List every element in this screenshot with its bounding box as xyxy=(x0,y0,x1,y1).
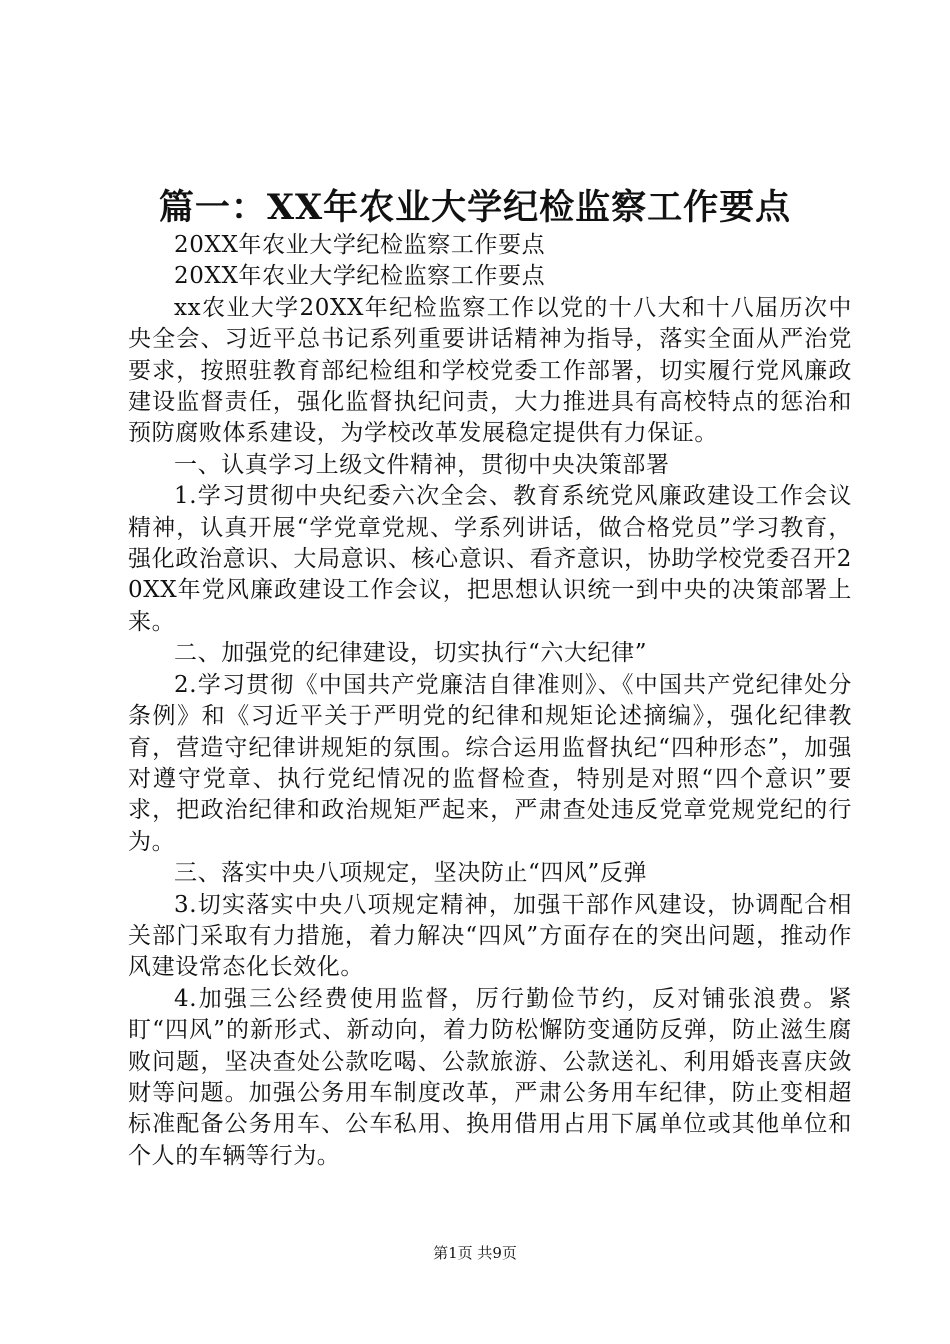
item-paragraph-1: 1.学习贯彻中央纪委六次全会、教育系统党风廉政建设工作会议精神，认真开展“学党章党规、学系列讲话，做合格党员”学习教育，强化政治意识、大局意识、核心意识、看齐意识，协助学校党委召开20XX年党风廉政建设工作会议，把思想认识统一到中央的决策部署上来。 xyxy=(128,483,852,635)
subtitle-line: 20XX年农业大学纪检监察工作要点 xyxy=(174,263,546,290)
section-heading-1: 一、认真学习上级文件精神，贯彻中央决策部署 xyxy=(174,451,670,478)
intro-paragraph: xx农业大学20XX年纪检监察工作以党的十八大和十八届历次中央全会、习近平总书记系列重要讲话精神为指导，落实全面从严治党要求，按照驻教育部纪检组和学校党委工作部署，切实履行党风廉政建设监督责任，强化监督执纪问责，大力推进具有高校特点的惩治和预防腐败体系建设，为学校改革发展稳定提供有力保证。 xyxy=(128,294,852,447)
section-heading-3: 三、落实中央八项规定，坚决防止“四风”反弹 xyxy=(174,860,648,887)
item-paragraph-2: 2.学习贯彻《中国共产党廉洁自律准则》、《中国共产党纪律处分条例》和《习近平关于严明党的纪律和规矩论述摘编》，强化纪律教育，营造守纪律讲规矩的氛围。综合运用监督执纪“四种形态”，加强对遵守党章、执行党纪情况的监督检查，特别是对照“四个意识”要求，把政治纪律和政治规矩严起来，严肃查处违反党章党规党纪的行为。 xyxy=(128,671,852,855)
document-body xyxy=(128,230,852,1172)
item-paragraph-4: 4.加强三公经费使用监督，厉行勤俭节约，反对铺张浪费。紧盯“四风”的新形式、新动向，着力防松懈防变通防反弹，防止滋生腐败问题，坚决查处公款吃喝、公款旅游、公款送礼、利用婚丧喜庆敛财等问题。加强公务用车制度改革，严肃公务用车纪律，防止变相超标准配备公务用车、公车私用、换用借用占用下属单位或其他单位和个人的车辆等行为。 xyxy=(128,985,852,1169)
item-paragraph-3: 3.切实落实中央八项规定精神，加强干部作风建设，协调配合相关部门采取有力措施，着力解决“四风”方面存在的突出问题，推动作风建设常态化长效化。 xyxy=(128,891,852,981)
subtitle-line: 20XX年农业大学纪检监察工作要点 xyxy=(174,232,546,258)
section-heading-2: 二、加强党的纪律建设，切实执行“六大纪律” xyxy=(174,640,648,667)
document-title: 篇一：XX年农业大学纪检监察工作要点 xyxy=(158,187,792,228)
page-number: 第1页 共9页 xyxy=(433,1244,517,1262)
